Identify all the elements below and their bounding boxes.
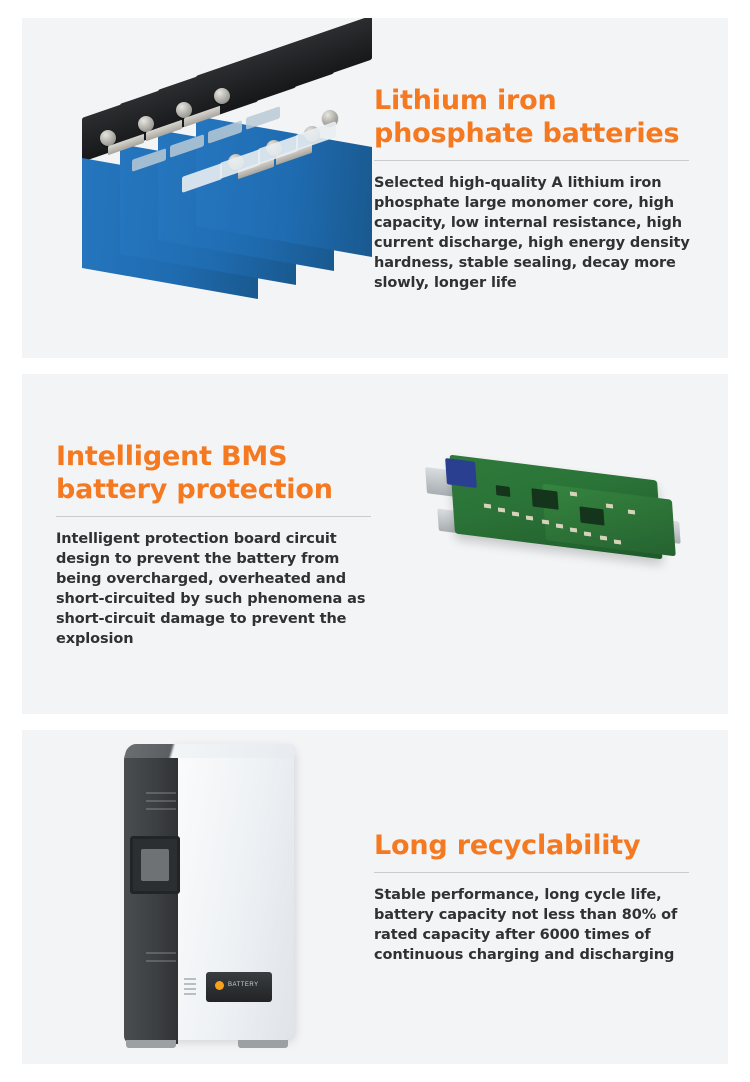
pcb-illustration [424,446,694,596]
prismatic-lifepo4-cells-image [22,18,374,358]
bms-circuit-board-image [376,374,728,714]
section-body: Selected high-quality A lithium iron phosphate large monomer core, high capacity, low internal resistance, high current discharge, high energy density hardness, stable sealing, decay more slowly, longer life [374,174,690,291]
wall-battery-illustration [110,740,302,1048]
section-body: Intelligent protection board circuit design to prevent the battery from being overcharged, overheated and short-circuited by such phenomena as short-circuit damage to prevent the explosion [56,530,366,647]
section-heading: Lithium iron phosphate batteries [374,84,680,149]
wall-mounted-battery-image [22,730,374,1064]
battery-cells-illustration [78,78,358,293]
power-indicator-dot [215,981,224,990]
carry-handle [130,836,180,894]
feature-text-block [374,84,728,293]
section-heading: Intelligent BMS battery protection [56,440,333,505]
status-leds [184,978,198,998]
device-brand-text: BATTERY [228,982,259,988]
feature-section-lithium-iron-phosphate-batteries [22,18,728,358]
device-display [206,972,272,1002]
feature-text-block [374,829,728,965]
feature-section-long-recyclability [22,730,728,1064]
section-heading: Long recyclability [374,830,641,861]
feature-text-block [22,440,376,649]
feature-section-intelligent-bms-battery-protection [22,374,728,714]
divider [374,160,689,161]
divider [374,872,689,873]
section-body: Stable performance, long cycle life, battery capacity not less than 80% of rated capacity after 6000 times of continuous charging and discharging [374,887,678,963]
divider [56,516,371,517]
